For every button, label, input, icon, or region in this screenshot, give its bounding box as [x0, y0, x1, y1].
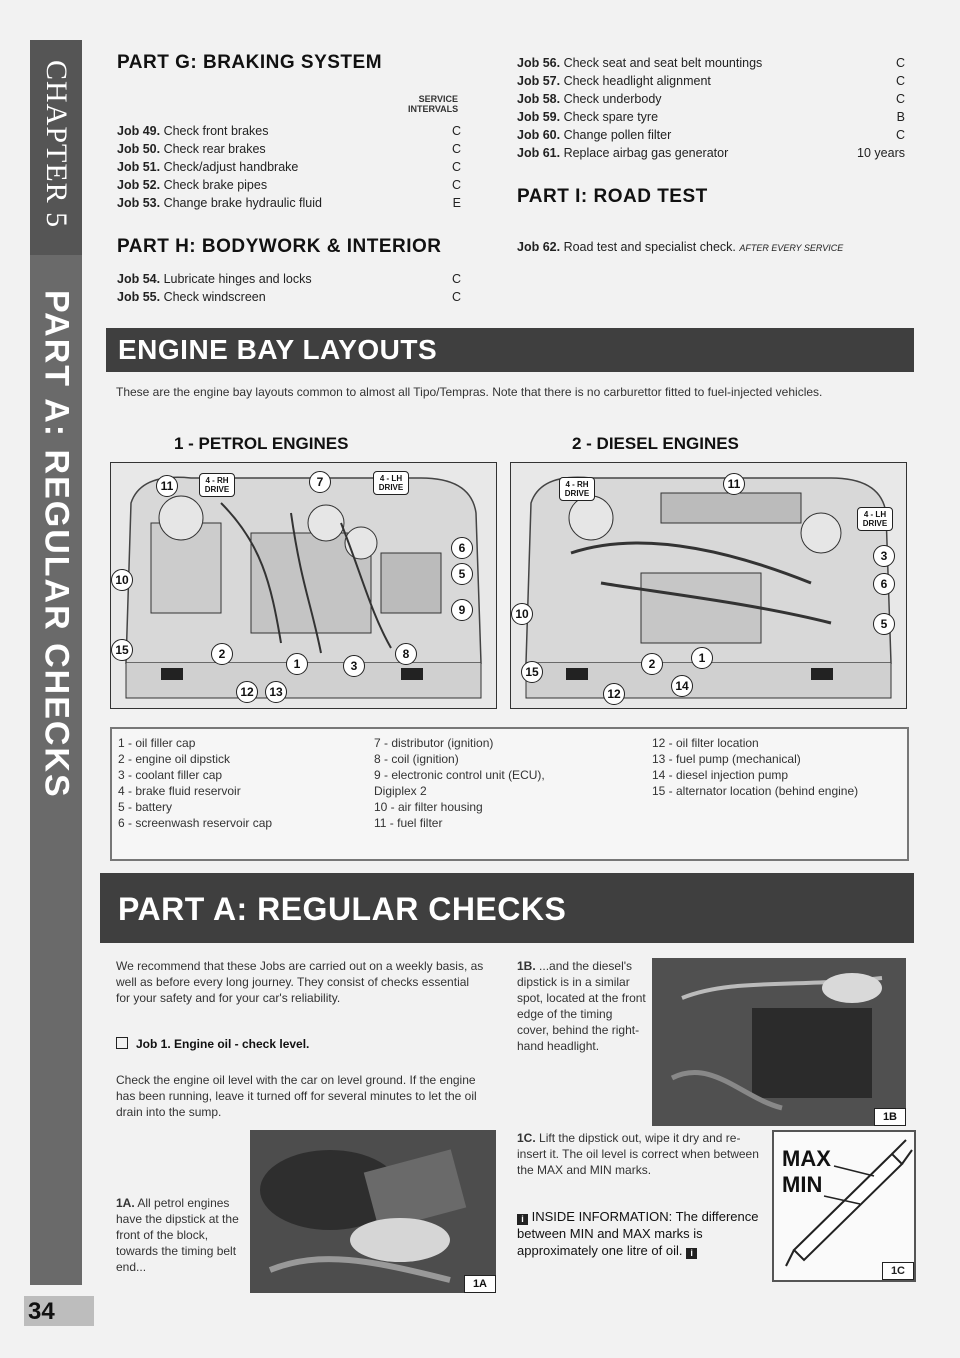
diesel-diagram-title: 2 - DIESEL ENGINES — [572, 434, 739, 453]
caption-1a: 1A. All petrol engines have the dipstick at the front of the block, towards the timing belt end... — [116, 1196, 239, 1274]
photo-1b-label: 1B — [874, 1108, 906, 1126]
legend-item: 13 - fuel pump (mechanical) — [652, 752, 801, 766]
job-row: Job 51. Check/adjust handbrake C — [117, 160, 461, 174]
side-chapter-tab — [30, 40, 82, 1285]
photo-1c-label: 1C — [882, 1262, 914, 1280]
page-number: 34 — [28, 1298, 55, 1325]
callout-number: 6 — [451, 537, 473, 559]
legend-item: 4 - brake fluid reservoir — [118, 784, 241, 798]
engine-bay-intro: These are the engine bay layouts common to almost all Tipo/Tempras. Note that there is no carburettor fitted to fuel-injected vehicles. — [116, 385, 823, 399]
photo-1a — [250, 1130, 496, 1293]
legend-column-3 — [652, 735, 858, 799]
chapter-label: CHAPTER 5 — [40, 60, 73, 229]
part-h-continued-list — [517, 54, 905, 162]
legend-column-2 — [374, 735, 545, 831]
job-row: Job 50. Check rear brakes C — [117, 142, 461, 156]
drive-callout-box: 4 - RH DRIVE — [199, 473, 235, 497]
dipstick-min-label: MIN — [782, 1172, 823, 1197]
callout-number: 10 — [111, 569, 133, 591]
job-row: Job 49. Check front brakes C — [117, 124, 461, 138]
job-row: Job 55. Check windscreen C — [117, 290, 461, 304]
dipstick-max-label: MAX — [782, 1146, 831, 1171]
callout-number: 5 — [451, 563, 473, 585]
engine-bay-legend — [110, 727, 909, 861]
legend-item: 6 - screenwash reservoir cap — [118, 816, 273, 830]
job-row: Job 59. Check spare tyre B — [517, 110, 905, 124]
part-a-intro: We recommend that these Jobs are carried out on a weekly basis, as well as before every long journey. They consist of checks essential for your safety and for your car's reliability. — [116, 959, 484, 1005]
job-62-row: Job 62. Road test and specialist check. AFTER EVERY SERVICE — [517, 240, 844, 254]
callout-number: 2 — [211, 643, 233, 665]
service-intervals-label: SERVICE INTERVALS — [408, 94, 459, 114]
drive-callout-box: 4 - LH DRIVE — [373, 471, 409, 495]
caption-1b: 1B. ...and the diesel's dipstick is in a similar spot, located at the front edge of the timing cover, behind the right-hand headlight. — [517, 959, 646, 1053]
legend-item: Digiplex 2 — [374, 784, 427, 798]
job-row: Job 57. Check headlight alignment C — [517, 74, 905, 88]
engine-bay-banner-title: ENGINE BAY LAYOUTS — [118, 334, 438, 365]
callout-number: 3 — [873, 545, 895, 567]
part-h-job-list — [117, 270, 461, 306]
legend-item: 1 - oil filler cap — [118, 736, 196, 750]
part-a-banner-title: PART A: REGULAR CHECKS — [118, 891, 567, 927]
part-i-heading: PART I: ROAD TEST — [517, 186, 708, 207]
callout-number: 6 — [873, 573, 895, 595]
job-62-interval: AFTER EVERY SERVICE — [739, 243, 844, 253]
job-1-title: Job 1. Engine oil - check level. — [116, 1037, 309, 1051]
legend-column-1 — [118, 735, 272, 831]
callout-number: 9 — [451, 599, 473, 621]
job-row: Job 56. Check seat and seat belt mountings C — [517, 56, 905, 70]
callout-number: 1 — [286, 653, 308, 675]
info-icon: i — [686, 1248, 697, 1259]
petrol-diagram-title: 1 - PETROL ENGINES — [174, 434, 349, 453]
job-row: Job 54. Lubricate hinges and locks C — [117, 272, 461, 286]
part-h-heading: PART H: BODYWORK & INTERIOR — [117, 236, 442, 257]
caption-1c: 1C. Lift the dipstick out, wipe it dry and re-insert it. The oil level is correct when between the MAX and MIN marks. — [517, 1131, 759, 1177]
diesel-engine-diagram — [510, 462, 907, 709]
petrol-engine-diagram — [110, 462, 497, 709]
callout-number: 14 — [671, 675, 693, 697]
page-number-box — [24, 1296, 94, 1326]
callout-number: 3 — [343, 655, 365, 677]
legend-item: 7 - distributor (ignition) — [374, 736, 494, 750]
info-icon: i — [517, 1214, 528, 1225]
engine-bay-banner — [106, 328, 914, 372]
part-a-banner — [100, 873, 914, 943]
callout-number: 12 — [236, 681, 258, 703]
legend-item: 5 - battery — [118, 800, 173, 814]
legend-item: 9 - electronic control unit (ECU), — [374, 768, 545, 782]
legend-item: 15 - alternator location (behind engine) — [652, 784, 859, 798]
callout-number: 10 — [511, 603, 533, 625]
callout-number: 8 — [395, 643, 417, 665]
part-g-job-list — [117, 122, 461, 212]
photo-1b — [652, 958, 906, 1126]
part-label: PART A: REGULAR CHECKS — [37, 290, 76, 799]
legend-item: 2 - engine oil dipstick — [118, 752, 231, 766]
photo-1b-image — [652, 958, 906, 1126]
drive-callout-box: 4 - RH DRIVE — [559, 477, 595, 501]
callout-number: 13 — [265, 681, 287, 703]
photo-1a-image — [250, 1130, 496, 1293]
job-row: Job 52. Check brake pipes C — [117, 178, 461, 192]
callout-number: 1 — [691, 647, 713, 669]
callout-number: 15 — [521, 661, 543, 683]
callout-number: 11 — [156, 475, 178, 497]
callout-number: 11 — [723, 473, 745, 495]
job-row: Job 60. Change pollen filter C — [517, 128, 905, 142]
legend-item: 12 - oil filter location — [652, 736, 759, 750]
callout-number: 2 — [641, 653, 663, 675]
legend-item: 8 - coil (ignition) — [374, 752, 459, 766]
dipstick-diagram — [772, 1130, 916, 1282]
job-row: Job 61. Replace airbag gas generator 10 years — [517, 146, 905, 160]
photo-1a-label: 1A — [464, 1275, 496, 1293]
callout-number: 7 — [309, 471, 331, 493]
job-row: Job 58. Check underbody C — [517, 92, 905, 106]
job-1-text: Check the engine oil level with the car on level ground. If the engine has been running, leave it turned off for several minutes to let the oil drain into the sump. — [116, 1073, 477, 1119]
drive-callout-box: 4 - LH DRIVE — [857, 507, 893, 531]
callout-number: 15 — [111, 639, 133, 661]
legend-item: 14 - diesel injection pump — [652, 768, 789, 782]
part-g-heading: PART G: BRAKING SYSTEM — [117, 52, 383, 73]
legend-item: 10 - air filter housing — [374, 800, 483, 814]
job-row: Job 53. Change brake hydraulic fluid E — [117, 196, 461, 210]
callout-number: 12 — [603, 683, 625, 705]
legend-item: 11 - fuel filter — [374, 816, 443, 830]
callout-number: 5 — [873, 613, 895, 635]
inside-information: i INSIDE INFORMATION: The difference between MIN and MAX marks is approximately one litre of oil. i — [517, 1209, 759, 1258]
legend-item: 3 - coolant filler cap — [118, 768, 223, 782]
job-checkbox[interactable] — [116, 1037, 128, 1049]
